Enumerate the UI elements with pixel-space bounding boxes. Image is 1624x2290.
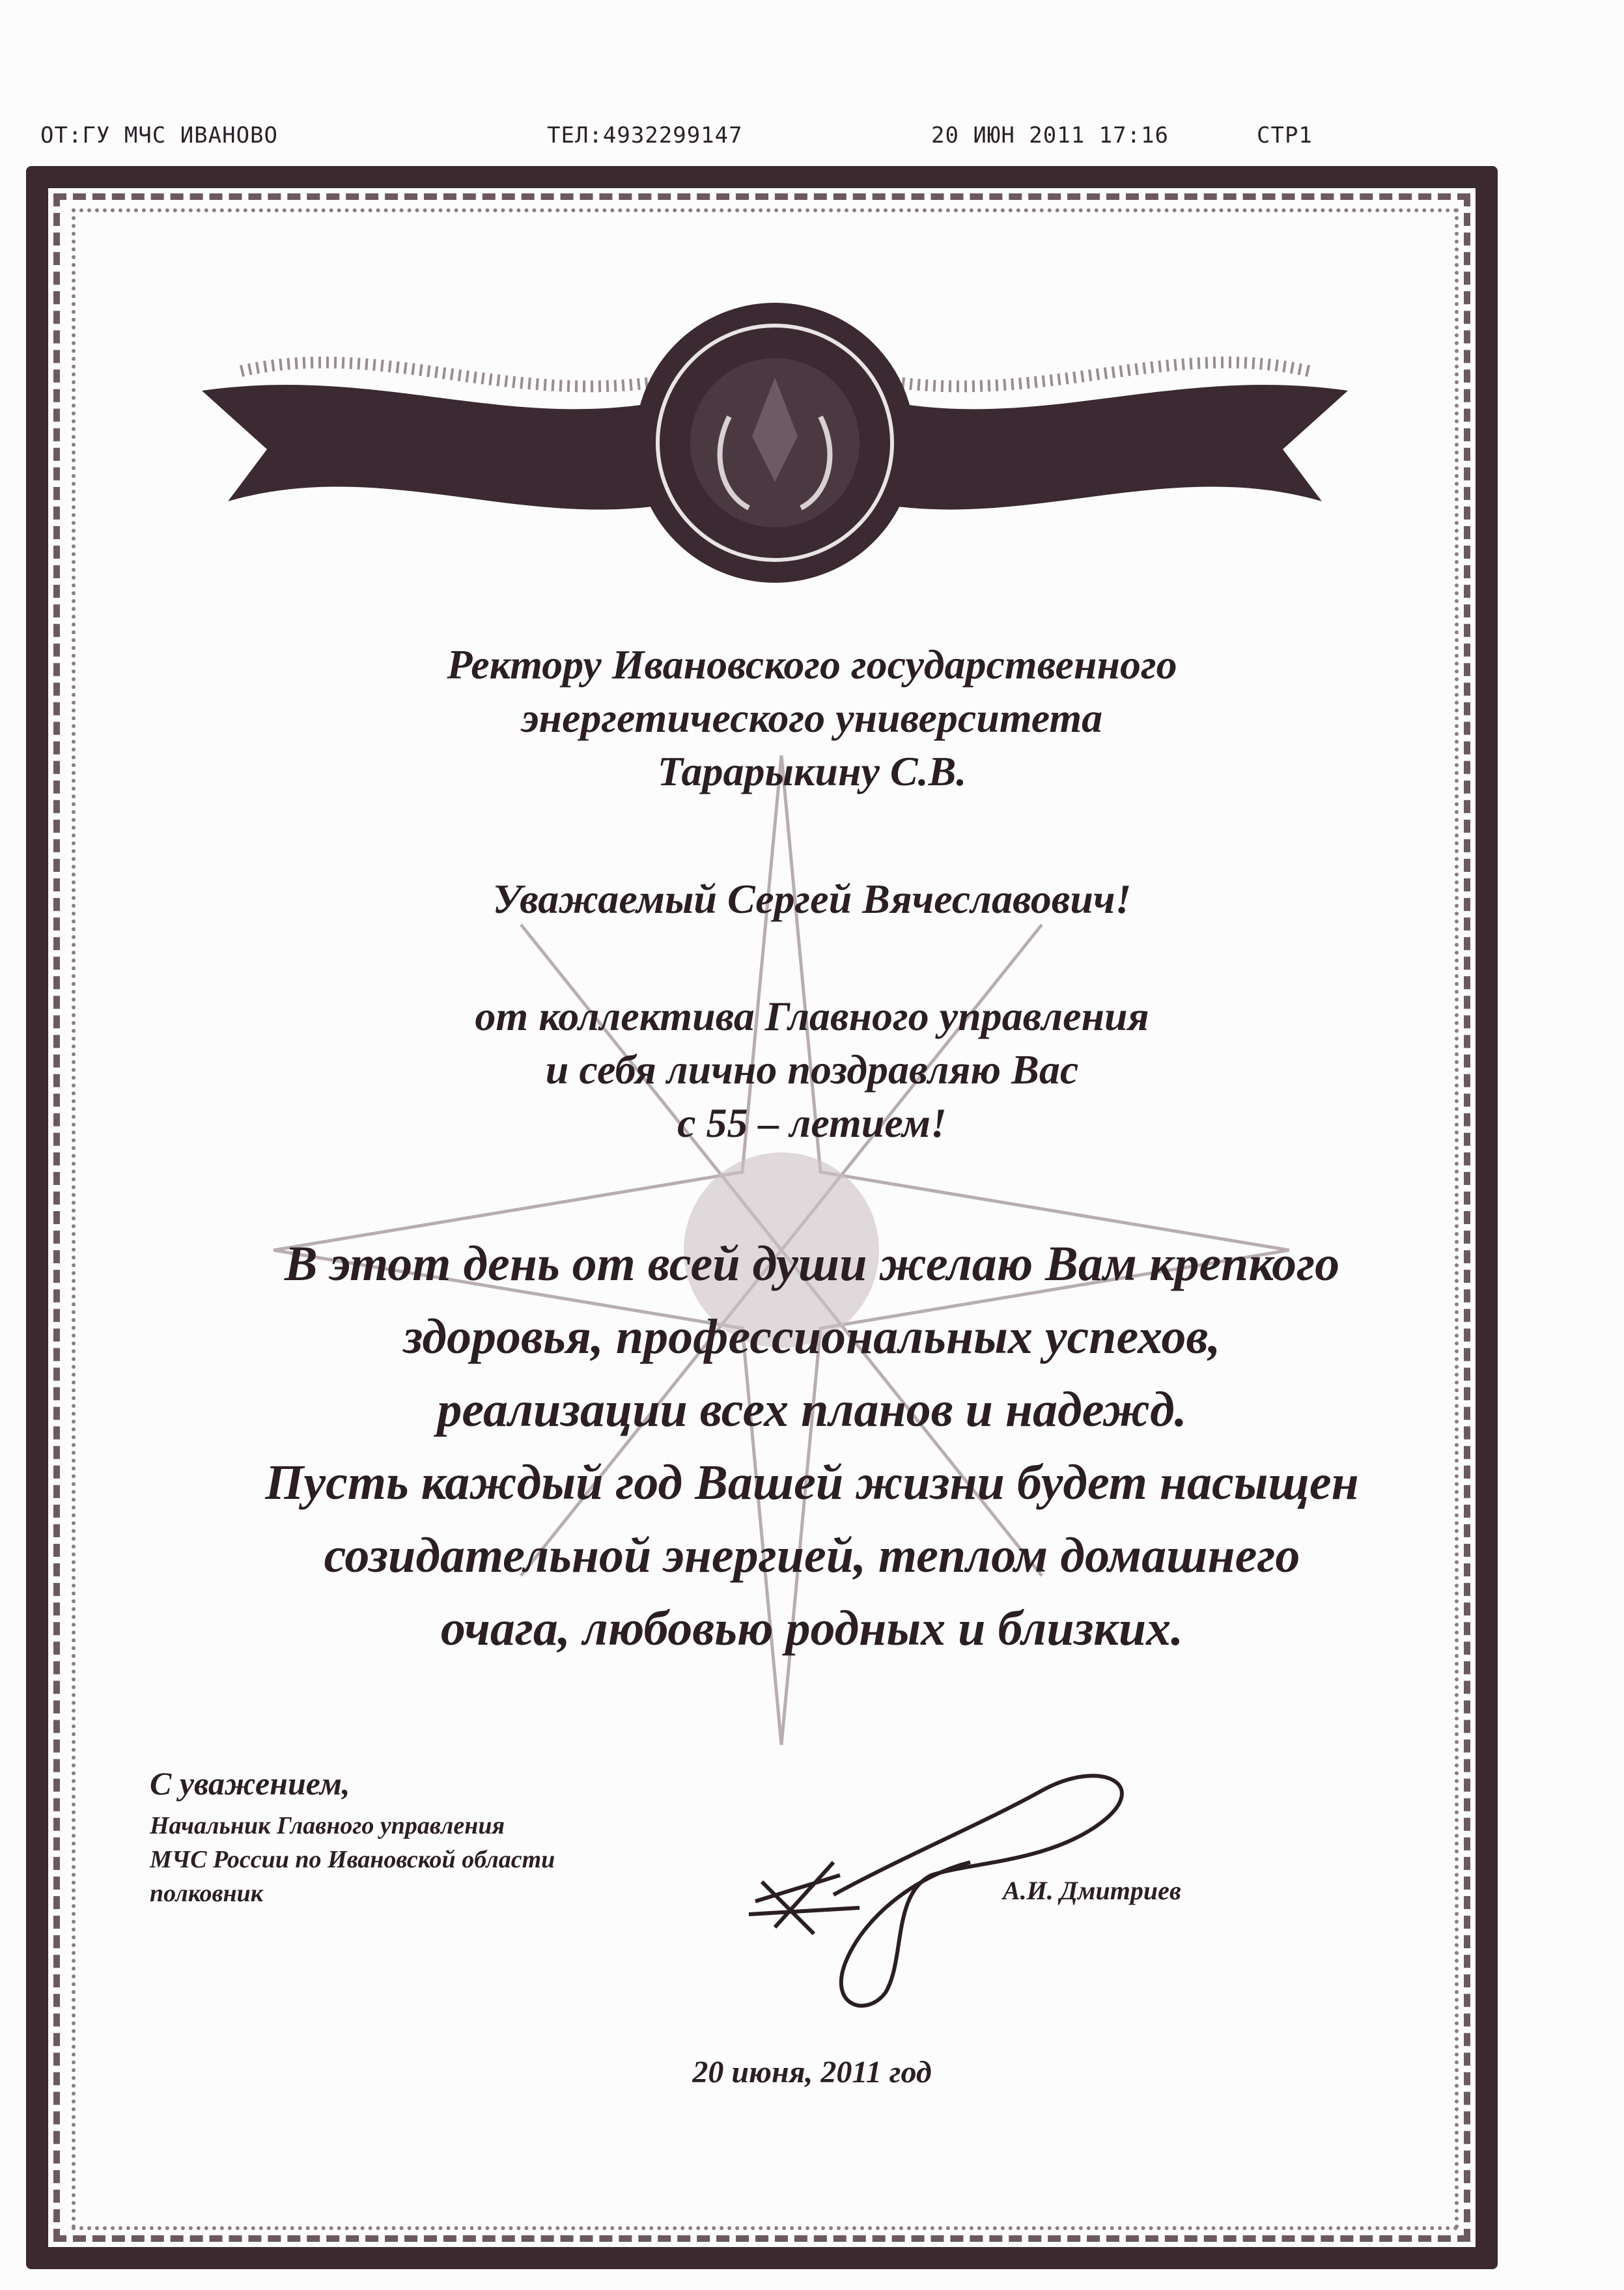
addressee-line: Тарарыкину С.В.: [657, 748, 967, 794]
document-date: 20 июня, 2011 год: [692, 2055, 932, 2089]
congratulation-block: [0, 990, 1624, 1150]
closing-regards: С уважением,: [150, 1765, 350, 1802]
wishes-line: Пусть каждый год Вашей жизни будет насыщен: [265, 1455, 1359, 1510]
addressee-line: Ректору Ивановского государственного: [447, 641, 1177, 688]
signer-name: А.И. Дмитриев: [1003, 1876, 1181, 1905]
salutation: Уважаемый Сергей Вячеславович!: [492, 876, 1132, 922]
wishes-line: В этот день от всей души желаю Вам крепкого: [284, 1236, 1340, 1291]
fax-datetime: 20 ИЮН 2011 17:16: [931, 122, 1169, 148]
wishes-line: здоровья, профессиональных успехов,: [403, 1309, 1221, 1364]
signer-position: МЧС России по Ивановской области: [150, 1846, 555, 1873]
wishes-block: [0, 1227, 1624, 1665]
closing-block: [150, 1765, 801, 1910]
signer-rank: полковник: [150, 1880, 263, 1907]
addressee-line: энергетического университета: [521, 695, 1103, 741]
congratulation-line: от коллектива Главного управления: [475, 993, 1149, 1039]
fax-phone: ТЕЛ:4932299147: [547, 122, 743, 148]
congratulation-line: и себя лично поздравляю Вас: [545, 1046, 1079, 1093]
addressee-block: [0, 638, 1624, 798]
fax-sender: ОТ:ГУ МЧС ИВАНОВО: [40, 122, 278, 148]
congratulation-line: с 55 – летием!: [677, 1100, 947, 1146]
wishes-line: очага, любовью родных и близких.: [440, 1601, 1184, 1656]
fax-header: [0, 122, 1624, 161]
wishes-line: созидательной энергией, теплом домашнего: [324, 1528, 1300, 1583]
signer-position: Начальник Главного управления: [150, 1812, 505, 1839]
wishes-line: реализации всех планов и надежд.: [437, 1382, 1187, 1437]
flag-emblem-icon: [189, 286, 1361, 599]
fax-page-number: СТР1: [1257, 122, 1313, 148]
flag-emblem: [189, 286, 1361, 599]
